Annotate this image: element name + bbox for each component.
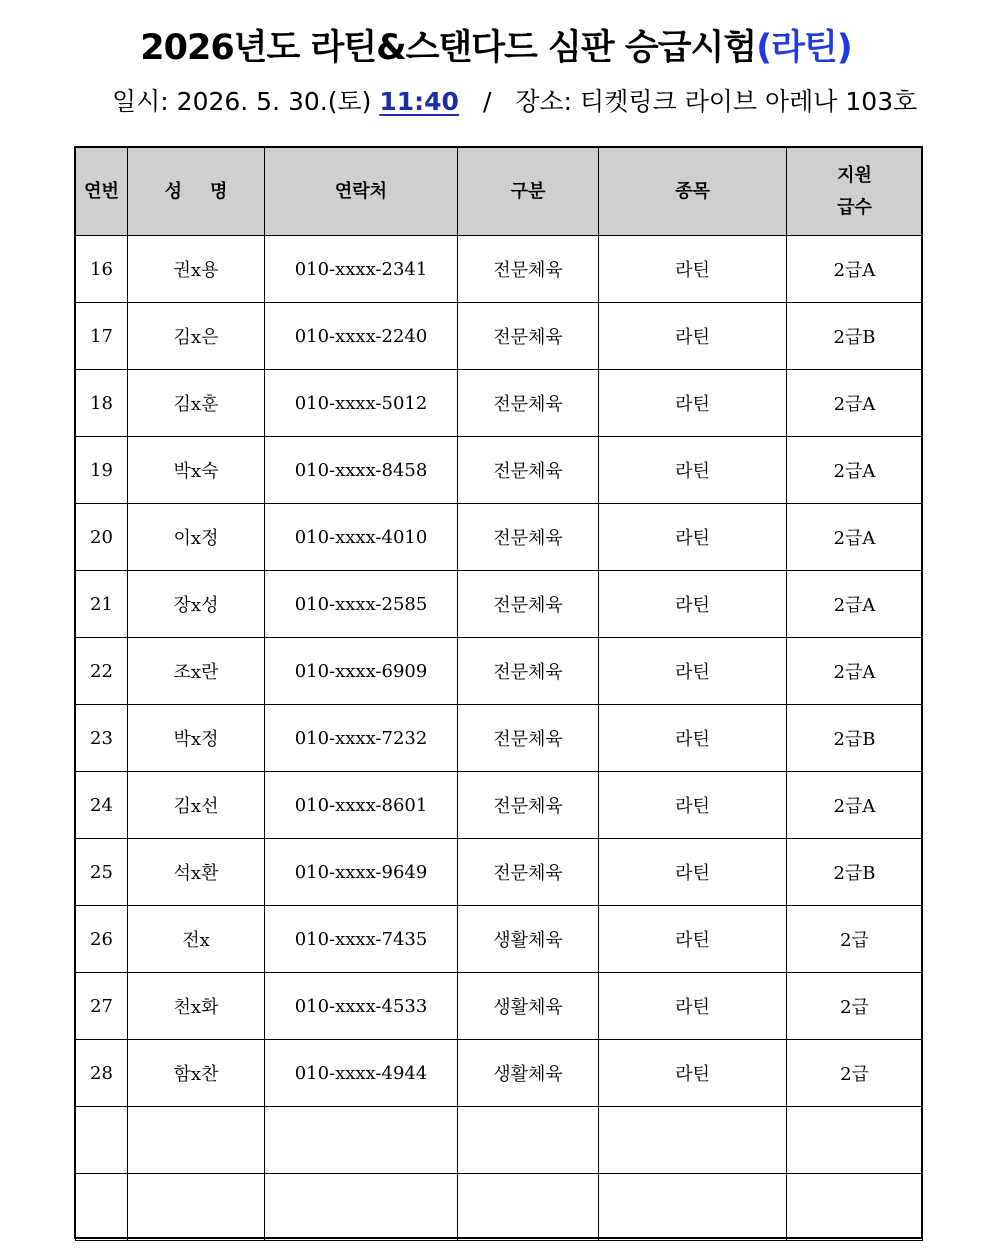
- cell-contact: 010-xxxx-9649: [265, 839, 458, 906]
- table-row: [76, 1040, 923, 1107]
- table-row: [76, 772, 923, 839]
- table-row: [76, 504, 923, 571]
- table-row: [76, 906, 923, 973]
- cell-no: 20: [76, 504, 128, 571]
- cell-grade: 2급A: [787, 772, 923, 839]
- schedule-separator: /: [482, 87, 492, 116]
- cell-contact: 010-xxxx-8601: [265, 772, 458, 839]
- table-header-row: [76, 148, 923, 236]
- cell-name: 전x: [128, 906, 265, 973]
- cell-event: 라틴: [599, 236, 787, 303]
- exam-venue: 장소: 티켓링크 라이브 아레나 103호: [515, 87, 918, 116]
- column-header-category: 구분: [458, 148, 599, 236]
- cell-event: 라틴: [599, 705, 787, 772]
- title-main: 2026년도 라틴&스탠다드 심판 승급시험: [140, 28, 757, 68]
- cell-category: 전문체육: [458, 638, 599, 705]
- cell-contact: [265, 1174, 458, 1241]
- cell-event: 라틴: [599, 437, 787, 504]
- cell-event: 라틴: [599, 504, 787, 571]
- table-row: [76, 638, 923, 705]
- table-row: [76, 705, 923, 772]
- cell-category: 전문체육: [458, 370, 599, 437]
- cell-contact: 010-xxxx-4944: [265, 1040, 458, 1107]
- cell-name: 함x찬: [128, 1040, 265, 1107]
- cell-event: 라틴: [599, 303, 787, 370]
- cell-grade: 2급: [787, 1040, 923, 1107]
- cell-category: 생활체육: [458, 973, 599, 1040]
- cell-no: 24: [76, 772, 128, 839]
- cell-name: 이x정: [128, 504, 265, 571]
- cell-name: 장x성: [128, 571, 265, 638]
- cell-no: 28: [76, 1040, 128, 1107]
- cell-no: 26: [76, 906, 128, 973]
- cell-event: 라틴: [599, 839, 787, 906]
- table-row: [76, 370, 923, 437]
- cell-category: 전문체육: [458, 504, 599, 571]
- cell-no: 22: [76, 638, 128, 705]
- cell-grade: 2급A: [787, 504, 923, 571]
- cell-name: 천x화: [128, 973, 265, 1040]
- cell-event: 라틴: [599, 906, 787, 973]
- cell-contact: 010-xxxx-7232: [265, 705, 458, 772]
- cell-event: 라틴: [599, 638, 787, 705]
- cell-category: 전문체육: [458, 437, 599, 504]
- cell-event: 라틴: [599, 973, 787, 1040]
- cell-no: 27: [76, 973, 128, 1040]
- cell-name: 김x훈: [128, 370, 265, 437]
- column-header-grade-line2: 급수: [837, 196, 872, 218]
- table-row: [76, 839, 923, 906]
- cell-category: 전문체육: [458, 571, 599, 638]
- cell-grade: 2급B: [787, 839, 923, 906]
- title-accent: (라틴): [756, 28, 852, 68]
- cell-contact: 010-xxxx-4010: [265, 504, 458, 571]
- column-header-name-first: 성: [164, 180, 182, 202]
- cell-category: 전문체육: [458, 705, 599, 772]
- cell-grade: 2급A: [787, 370, 923, 437]
- cell-category: 전문체육: [458, 772, 599, 839]
- cell-event: 라틴: [599, 1040, 787, 1107]
- cell-name: [128, 1174, 265, 1241]
- cell-grade: [787, 1107, 923, 1174]
- table-row: [76, 236, 923, 303]
- exam-schedule-line: [112, 84, 917, 120]
- cell-no: 19: [76, 437, 128, 504]
- cell-name: 권x용: [128, 236, 265, 303]
- column-header-grade: [787, 148, 923, 236]
- column-header-no: 연번: [76, 148, 128, 236]
- schedule-date: 일시: 2026. 5. 30.(토): [112, 87, 380, 116]
- column-header-contact: 연락처: [265, 148, 458, 236]
- cell-name: 조x란: [128, 638, 265, 705]
- schedule-time: 11:40: [379, 87, 459, 116]
- cell-contact: 010-xxxx-6909: [265, 638, 458, 705]
- cell-event: [599, 1107, 787, 1174]
- table-row-empty: [76, 1174, 923, 1241]
- page-title: [0, 24, 992, 72]
- column-header-name-second: 명: [210, 180, 228, 202]
- cell-category: 전문체육: [458, 839, 599, 906]
- table-row: [76, 437, 923, 504]
- table-row: [76, 303, 923, 370]
- cell-no: 16: [76, 236, 128, 303]
- cell-name: 박x정: [128, 705, 265, 772]
- cell-event: 라틴: [599, 571, 787, 638]
- table-row: [76, 973, 923, 1040]
- cell-contact: 010-xxxx-2240: [265, 303, 458, 370]
- cell-event: 라틴: [599, 370, 787, 437]
- column-header-name: [128, 148, 265, 236]
- table-row: [76, 571, 923, 638]
- cell-contact: 010-xxxx-7435: [265, 906, 458, 973]
- cell-contact: 010-xxxx-5012: [265, 370, 458, 437]
- cell-name: 박x숙: [128, 437, 265, 504]
- cell-grade: 2급B: [787, 705, 923, 772]
- cell-grade: 2급A: [787, 236, 923, 303]
- cell-grade: 2급A: [787, 437, 923, 504]
- cell-contact: [265, 1107, 458, 1174]
- column-header-grade-line1: 지원: [837, 164, 872, 186]
- cell-event: [599, 1174, 787, 1241]
- cell-grade: 2급: [787, 906, 923, 973]
- cell-category: [458, 1174, 599, 1241]
- cell-no: 23: [76, 705, 128, 772]
- cell-category: 전문체육: [458, 236, 599, 303]
- cell-no: [76, 1174, 128, 1241]
- cell-category: [458, 1107, 599, 1174]
- cell-no: [76, 1107, 128, 1174]
- cell-no: 25: [76, 839, 128, 906]
- cell-no: 21: [76, 571, 128, 638]
- cell-grade: 2급A: [787, 638, 923, 705]
- cell-name: 석x환: [128, 839, 265, 906]
- cell-contact: 010-xxxx-4533: [265, 973, 458, 1040]
- cell-no: 18: [76, 370, 128, 437]
- cell-name: 김x선: [128, 772, 265, 839]
- cell-grade: 2급B: [787, 303, 923, 370]
- candidate-table: [75, 147, 923, 1241]
- cell-name: 김x은: [128, 303, 265, 370]
- cell-grade: [787, 1174, 923, 1241]
- cell-contact: 010-xxxx-2585: [265, 571, 458, 638]
- cell-grade: 2급A: [787, 571, 923, 638]
- cell-category: 전문체육: [458, 303, 599, 370]
- cell-event: 라틴: [599, 772, 787, 839]
- cell-grade: 2급: [787, 973, 923, 1040]
- cell-category: 생활체육: [458, 906, 599, 973]
- column-header-event: 종목: [599, 148, 787, 236]
- cell-contact: 010-xxxx-2341: [265, 236, 458, 303]
- cell-contact: 010-xxxx-8458: [265, 437, 458, 504]
- cell-category: 생활체육: [458, 1040, 599, 1107]
- cell-no: 17: [76, 303, 128, 370]
- cell-name: [128, 1107, 265, 1174]
- table-row-empty: [76, 1107, 923, 1174]
